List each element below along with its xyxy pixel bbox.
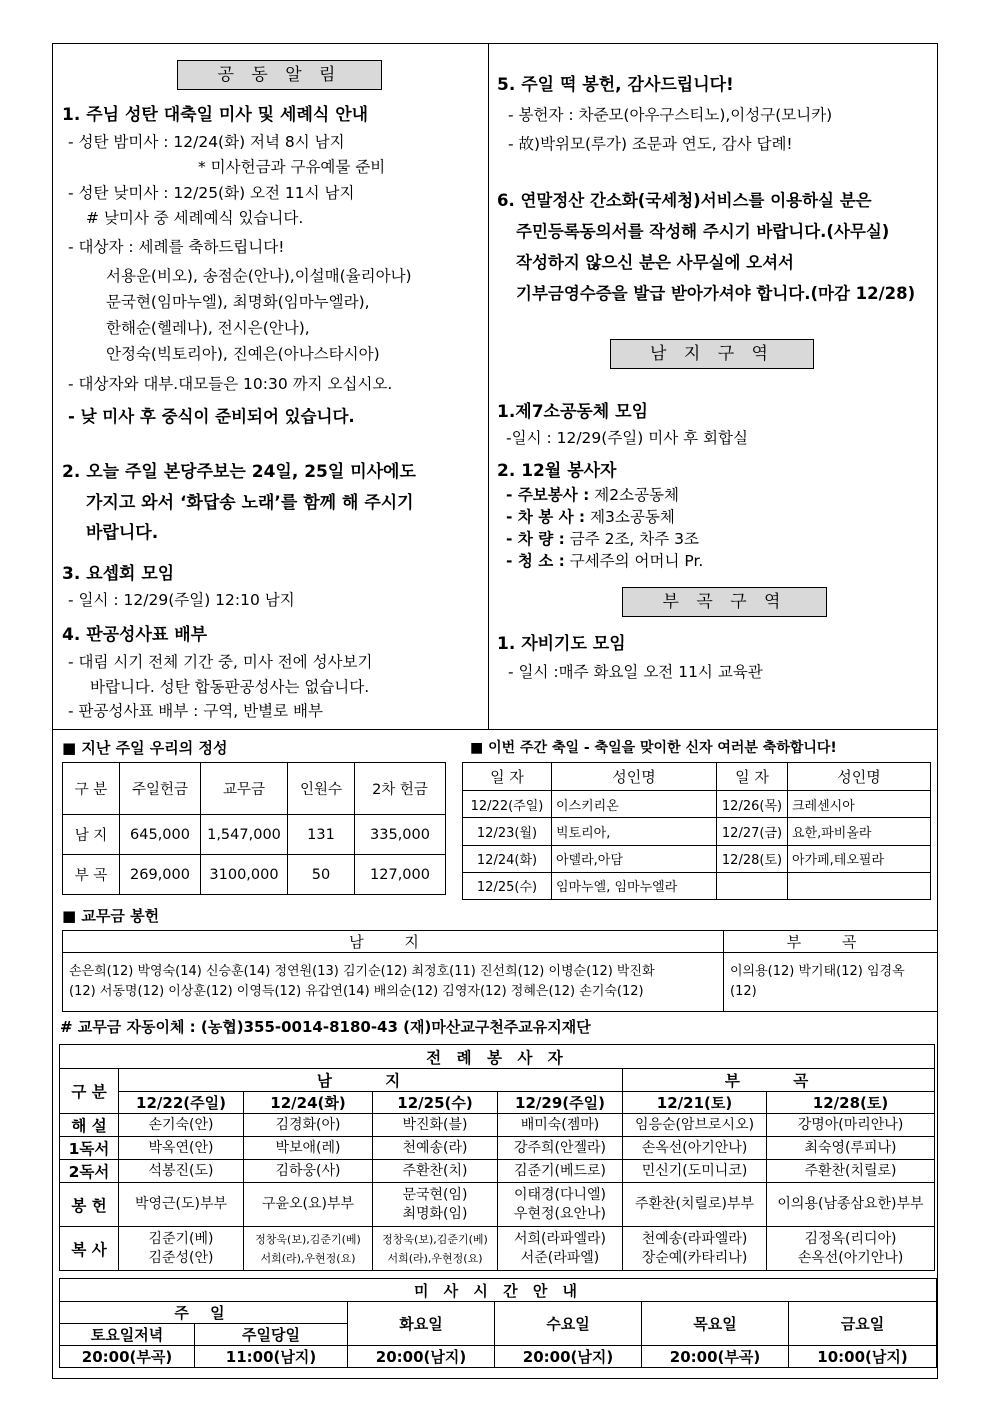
- notice-6-line: 작성하지 않으신 분은 사무실에 오셔서: [516, 253, 795, 272]
- notice-6-line: 6. 연말정산 간소화(국세청)서비스를 이용하실 분은: [497, 191, 872, 210]
- liturgy-cell: 김준기(베드로): [498, 1160, 623, 1183]
- liturgy-bugok-header: 부 곡: [623, 1069, 935, 1092]
- feast-title: ■ 이번 주간 축일 - 축일을 맞이한 신자 여러분 축하합니다!: [470, 740, 837, 756]
- feast-header: 성인명: [788, 763, 931, 791]
- feast-saint: [788, 872, 931, 899]
- namji-heading: 2. 12월 봉사자: [497, 461, 617, 481]
- notice-1-line: - 낮 미사 후 중식이 준비되어 있습니다.: [68, 407, 355, 426]
- liturgy-cell: 민신기(도미니코): [623, 1160, 767, 1183]
- volunteer-label: - 청 소 :: [506, 552, 565, 570]
- liturgy-cell: 천예송(라): [373, 1137, 498, 1160]
- feast-date: [717, 872, 788, 899]
- liturgy-cell: 이의용(남종삼요한)부부: [767, 1183, 935, 1227]
- liturgy-cell: 강주희(안젤라): [498, 1137, 623, 1160]
- mass-time: 20:00(남지): [348, 1346, 495, 1368]
- offering-table: [62, 762, 446, 895]
- notice-1-line: * 미사헌금과 구유예물 준비: [198, 158, 386, 176]
- feast-header: 일 자: [717, 763, 788, 791]
- notice-4-heading: 4. 판공성사표 배부: [62, 625, 208, 645]
- feast-saint: 이스키리온: [552, 791, 717, 818]
- liturgy-title: 전 례 봉 사 자: [60, 1045, 935, 1069]
- kyomu-namji-cell: [63, 953, 724, 1012]
- liturgy-cell: 주환찬(치릴로)부부: [623, 1183, 767, 1227]
- liturgy-row: [60, 1160, 935, 1183]
- feast-header: 일 자: [463, 763, 552, 791]
- kyomu-header-bugok: 부 곡: [724, 931, 938, 953]
- liturgy-cell: 최숙영(루피나): [767, 1137, 935, 1160]
- feast-date: 12/28(토): [717, 845, 788, 872]
- liturgy-role: 해 설: [60, 1114, 119, 1137]
- liturgy-cell: 박보애(레): [244, 1137, 373, 1160]
- offering-cell: 50: [288, 855, 355, 895]
- namji-line: -일시 : 12/29(주일) 미사 후 회합실: [506, 429, 748, 447]
- bugok-heading: 1. 자비기도 모임: [497, 634, 626, 654]
- feast-date: 12/22(주일): [463, 791, 552, 818]
- notice-6-line: 주민등록동의서를 작성해 주시기 바랍니다.(사무실): [516, 222, 890, 241]
- notice-5-line: - 故)박위모(루가) 조문과 연도, 감사 답례!: [508, 135, 793, 153]
- volunteer-label: - 주보봉사 :: [506, 486, 590, 504]
- offering-title: ■ 지난 주일 우리의 정성: [62, 739, 228, 757]
- mass-day-header: 목요일: [642, 1302, 789, 1346]
- liturgy-row: [60, 1183, 935, 1227]
- offering-header: 교무금: [201, 763, 288, 815]
- liturgy-cell: 김준기(베) 김준성(안): [119, 1227, 244, 1271]
- offering-cell: 1,547,000: [201, 815, 288, 855]
- common-notice-title: 공 동 알 림: [177, 60, 382, 90]
- notice-2-line: 2. 오늘 주일 본당주보는 24일, 25일 미사에도: [62, 462, 416, 482]
- feast-saint: 아가페,테오필라: [788, 845, 931, 872]
- liturgy-date: 12/24(화): [244, 1092, 373, 1114]
- offering-cell: 남 지: [63, 815, 120, 855]
- feast-date: 12/25(수): [463, 872, 552, 899]
- feast-date: 12/24(화): [463, 845, 552, 872]
- liturgy-role: 봉 헌: [60, 1183, 119, 1227]
- offering-header: 인원수: [288, 763, 355, 815]
- liturgy-row: [60, 1137, 935, 1160]
- liturgy-cell: 천예송(라파엘라) 장순예(카타리나): [623, 1227, 767, 1271]
- notice-5-line: - 봉헌자 : 차준모(아우구스티노),이성구(모니카): [508, 106, 833, 124]
- liturgy-cell: 김경화(아): [244, 1114, 373, 1137]
- liturgy-date: 12/25(수): [373, 1092, 498, 1114]
- offering-header: 주일헌금: [120, 763, 201, 815]
- liturgy-date: 12/21(토): [623, 1092, 767, 1114]
- liturgy-date: 12/28(토): [767, 1092, 935, 1114]
- liturgy-cell: 주환찬(치): [373, 1160, 498, 1183]
- notice-1-line: # 낮미사 중 세례예식 있습니다.: [86, 209, 304, 227]
- volunteer-value: 금주 2조, 차주 3조: [569, 530, 699, 548]
- liturgy-cell: 서희(라파엘라) 서준(라파엘): [498, 1227, 623, 1271]
- notice-5-heading: 5. 주일 떡 봉헌, 감사드립니다!: [497, 75, 734, 95]
- liturgy-cell: 김하웅(사): [244, 1160, 373, 1183]
- liturgy-cell: 문국현(임) 최명화(임): [373, 1183, 498, 1227]
- notice-1-line: - 성탄 낮미사 : 12/25(화) 오전 11시 남지: [68, 184, 355, 202]
- offering-header: 구 분: [63, 763, 120, 815]
- column-divider: [488, 43, 489, 729]
- offering-cell: 3100,000: [201, 855, 288, 895]
- liturgy-cell: 손옥선(아기안나): [623, 1137, 767, 1160]
- baptism-names: 한해순(헬레나), 전시은(안나),: [106, 319, 310, 337]
- mass-time: 10:00(남지): [789, 1346, 937, 1368]
- liturgy-cell: 박진화(블): [373, 1114, 498, 1137]
- offering-cell: 부 곡: [63, 855, 120, 895]
- offering-cell: 131: [288, 815, 355, 855]
- kyomu-title: ■ 교무금 봉헌: [62, 907, 160, 925]
- kyomu-bugok-cell: [724, 953, 938, 1012]
- volunteer-label: - 차 량 :: [506, 530, 565, 548]
- feast-saint: 빅토리아,: [552, 818, 717, 845]
- liturgy-cell: 구윤오(요)부부: [244, 1183, 373, 1227]
- notice-2-line: 가지고 와서 ‘화답송 노래’를 함께 해 주시기: [86, 493, 414, 513]
- baptism-names: 문국현(임마누엘), 최명화(임마누엘라),: [106, 293, 370, 311]
- kyomu-bugok-line: (12): [730, 984, 757, 999]
- volunteer-label: - 차 봉 사 :: [506, 508, 586, 526]
- notice-1-heading: 1. 주님 성탄 대축일 미사 및 세례식 안내: [62, 105, 369, 125]
- notice-1-line: - 대상자와 대부.대모들은 10:30 까지 오십시오.: [68, 375, 393, 393]
- mass-time: 20:00(남지): [495, 1346, 642, 1368]
- volunteer-value: 제3소공동체: [590, 508, 675, 526]
- notice-1-line: - 대상자 : 세례를 축하드립니다!: [68, 238, 285, 256]
- notice-6-line: 기부금영수증을 발급 받아가셔야 합니다.(마감 12/28): [516, 284, 916, 303]
- offering-cell: 269,000: [120, 855, 201, 895]
- mass-title: 미 사 시 간 안 내: [60, 1279, 937, 1302]
- feast-saint: 요한,파비올라: [788, 818, 931, 845]
- kyomu-header-namji: 남 지: [63, 931, 724, 953]
- liturgy-date: 12/29(주일): [498, 1092, 623, 1114]
- liturgy-table: [59, 1044, 935, 1271]
- notice-1-line: - 성탄 밤미사 : 12/24(화) 저녁 8시 남지: [68, 133, 345, 151]
- liturgy-date: 12/22(주일): [119, 1092, 244, 1114]
- liturgy-role: 복 사: [60, 1227, 119, 1271]
- namji-heading: 1.제7소공동체 모임: [497, 402, 648, 422]
- feast-saint: 아델라,아담: [552, 845, 717, 872]
- offering-cell: 127,000: [355, 855, 446, 895]
- liturgy-row: [60, 1114, 935, 1137]
- mass-time: 20:00(부곡): [60, 1346, 195, 1368]
- volunteer-value: 구세주의 어머니 Pr.: [569, 552, 704, 570]
- baptism-names: 서용운(비오), 송점순(안나),이설매(율리아나): [106, 267, 412, 285]
- feast-saint: 크레센시아: [788, 791, 931, 818]
- feast-date: 12/26(목): [717, 791, 788, 818]
- liturgy-namji-header: 남 지: [119, 1069, 623, 1092]
- notice-3-heading: 3. 요셉회 모임: [62, 564, 175, 584]
- liturgy-cell: 김정옥(리디아) 손옥선(아기안나): [767, 1227, 935, 1271]
- bugok-line: - 일시 :매주 화요일 오전 11시 교육관: [508, 663, 763, 681]
- notice-4-line: - 판공성사표 배부 : 구역, 반별로 배부: [68, 702, 323, 720]
- liturgy-rows: [60, 1114, 935, 1271]
- liturgy-cell: 석봉진(도): [119, 1160, 244, 1183]
- liturgy-cell: 정창욱(보),김준기(베) 서희(라),우현정(요): [244, 1227, 373, 1271]
- baptism-names: 안정숙(빅토리아), 진예은(아나스타시아): [106, 345, 380, 363]
- mass-sun-header: 주일당일: [195, 1324, 348, 1346]
- liturgy-cell: 박옥연(안): [119, 1137, 244, 1160]
- liturgy-cell: 배미숙(젬마): [498, 1114, 623, 1137]
- feast-date: 12/27(금): [717, 818, 788, 845]
- mass-day-header: 금요일: [789, 1302, 937, 1346]
- liturgy-cell: 주환찬(치릴로): [767, 1160, 935, 1183]
- offering-cell: 645,000: [120, 815, 201, 855]
- notice-4-line: - 대림 시기 전체 기간 중, 미사 전에 성사보기: [68, 653, 373, 671]
- liturgy-gubun: 구 분: [60, 1069, 119, 1114]
- kyomu-bugok-line: 이의용(12) 박기태(12) 임경옥: [730, 964, 905, 979]
- volunteer-value: 제2소공동체: [594, 486, 679, 504]
- liturgy-cell: 정창욱(보),김준기(베) 서희(라),우현정(요): [373, 1227, 498, 1271]
- mass-day-header: 화요일: [348, 1302, 495, 1346]
- kyomu-namji-line: 손은희(12) 박영숙(14) 신승훈(14) 정연원(13) 김기순(12) 최정호(11) 진선희(12) 이병순(12) 박진화: [69, 964, 655, 979]
- mass-sunday-header: 주 일: [60, 1302, 348, 1324]
- liturgy-cell: 임응순(암브로시오): [623, 1114, 767, 1137]
- liturgy-cell: 손기숙(안): [119, 1114, 244, 1137]
- feast-date: 12/23(월): [463, 818, 552, 845]
- feast-table: [462, 762, 931, 900]
- kyomu-table: [62, 930, 938, 1012]
- liturgy-cell: 박영근(도)부부: [119, 1183, 244, 1227]
- liturgy-cell: 강명아(마리안나): [767, 1114, 935, 1137]
- notice-3-line: - 일시 : 12/29(주일) 12:10 남지: [68, 591, 295, 609]
- offering-cell: 335,000: [355, 815, 446, 855]
- mass-day-header: 수요일: [495, 1302, 642, 1346]
- feast-header: 성인명: [552, 763, 717, 791]
- notice-2-line: 바랍니다.: [86, 523, 159, 543]
- liturgy-cell: 이태경(다니엘) 우현정(요안나): [498, 1183, 623, 1227]
- mass-time: 11:00(남지): [195, 1346, 348, 1368]
- liturgy-row: [60, 1227, 935, 1271]
- namji-section-title: 남 지 구 역: [610, 339, 814, 369]
- kyomu-auto-transfer: # 교무금 자동이체 : (농협)355-0014-8180-43 (재)마산교구천주교유지재단: [60, 1018, 591, 1036]
- bugok-section-title: 부 곡 구 역: [622, 587, 827, 617]
- section-divider: [52, 729, 938, 730]
- liturgy-role: 2독서: [60, 1160, 119, 1183]
- liturgy-role: 1독서: [60, 1137, 119, 1160]
- kyomu-namji-line: (12) 서동명(12) 이상훈(12) 이영득(12) 유갑연(14) 배의순(12) 김영자(12) 정혜은(12) 손기숙(12): [69, 984, 644, 999]
- notice-4-line: 바랍니다. 성탄 합동판공성사는 없습니다.: [90, 678, 370, 696]
- feast-saint: 임마누엘, 임마누엘라: [552, 872, 717, 899]
- mass-sat-header: 토요일저녁: [60, 1324, 195, 1346]
- mass-table: [59, 1278, 937, 1368]
- mass-time: 20:00(부곡): [642, 1346, 789, 1368]
- offering-header: 2차 헌금: [355, 763, 446, 815]
